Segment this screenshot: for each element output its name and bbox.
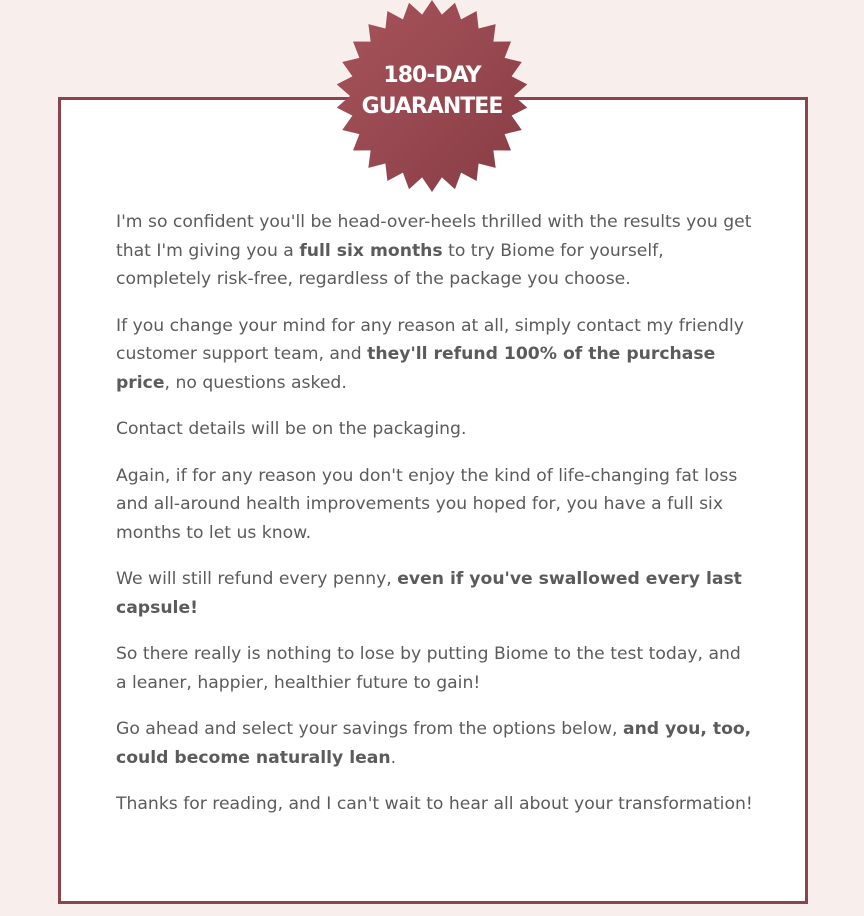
emphasis-refund: they'll refund 100% of the purchase price <box>116 344 716 393</box>
paragraph-7: Go ahead and select your savings from the options below, and you, too, could become naturally lean. <box>116 719 752 768</box>
paragraph-5: We will still refund every penny, even if you've swallowed every last capsule! <box>116 569 742 618</box>
emphasis-naturally-lean: and you, too, could become naturally lean <box>116 719 752 768</box>
guarantee-text <box>116 208 756 837</box>
paragraph-8: Thanks for reading, and I can't wait to hear all about your transformation! <box>116 794 753 814</box>
paragraph-6: So there really is nothing to lose by putting Biome to the test today, and a leaner, happier, healthier future to gain! <box>116 644 741 693</box>
guarantee-seal <box>332 0 532 192</box>
badge-line-2: GUARANTEE <box>361 94 503 119</box>
emphasis-every-capsule: even if you've swallowed every last capsule! <box>116 569 742 618</box>
paragraph-2: If you change your mind for any reason at all, simply contact my friendly customer support team, and they'll refund 100% of the purchase price, no questions asked. <box>116 315 744 393</box>
badge-line-1: 180-DAY <box>383 63 481 88</box>
paragraph-1: I'm so confident you'll be head-over-heels thrilled with the results you get that I'm giving you a full six months to try Biome for yourself, completely risk-free, regardless of the package you choose. <box>116 212 752 289</box>
paragraph-3: Contact details will be on the packaging. <box>116 419 467 439</box>
paragraph-4: Again, if for any reason you don't enjoy the kind of life-changing fat loss and all-around health improvements you hoped for, you have a full six months to let us know. <box>116 465 738 543</box>
emphasis-full-six-months: full six months <box>299 240 443 261</box>
